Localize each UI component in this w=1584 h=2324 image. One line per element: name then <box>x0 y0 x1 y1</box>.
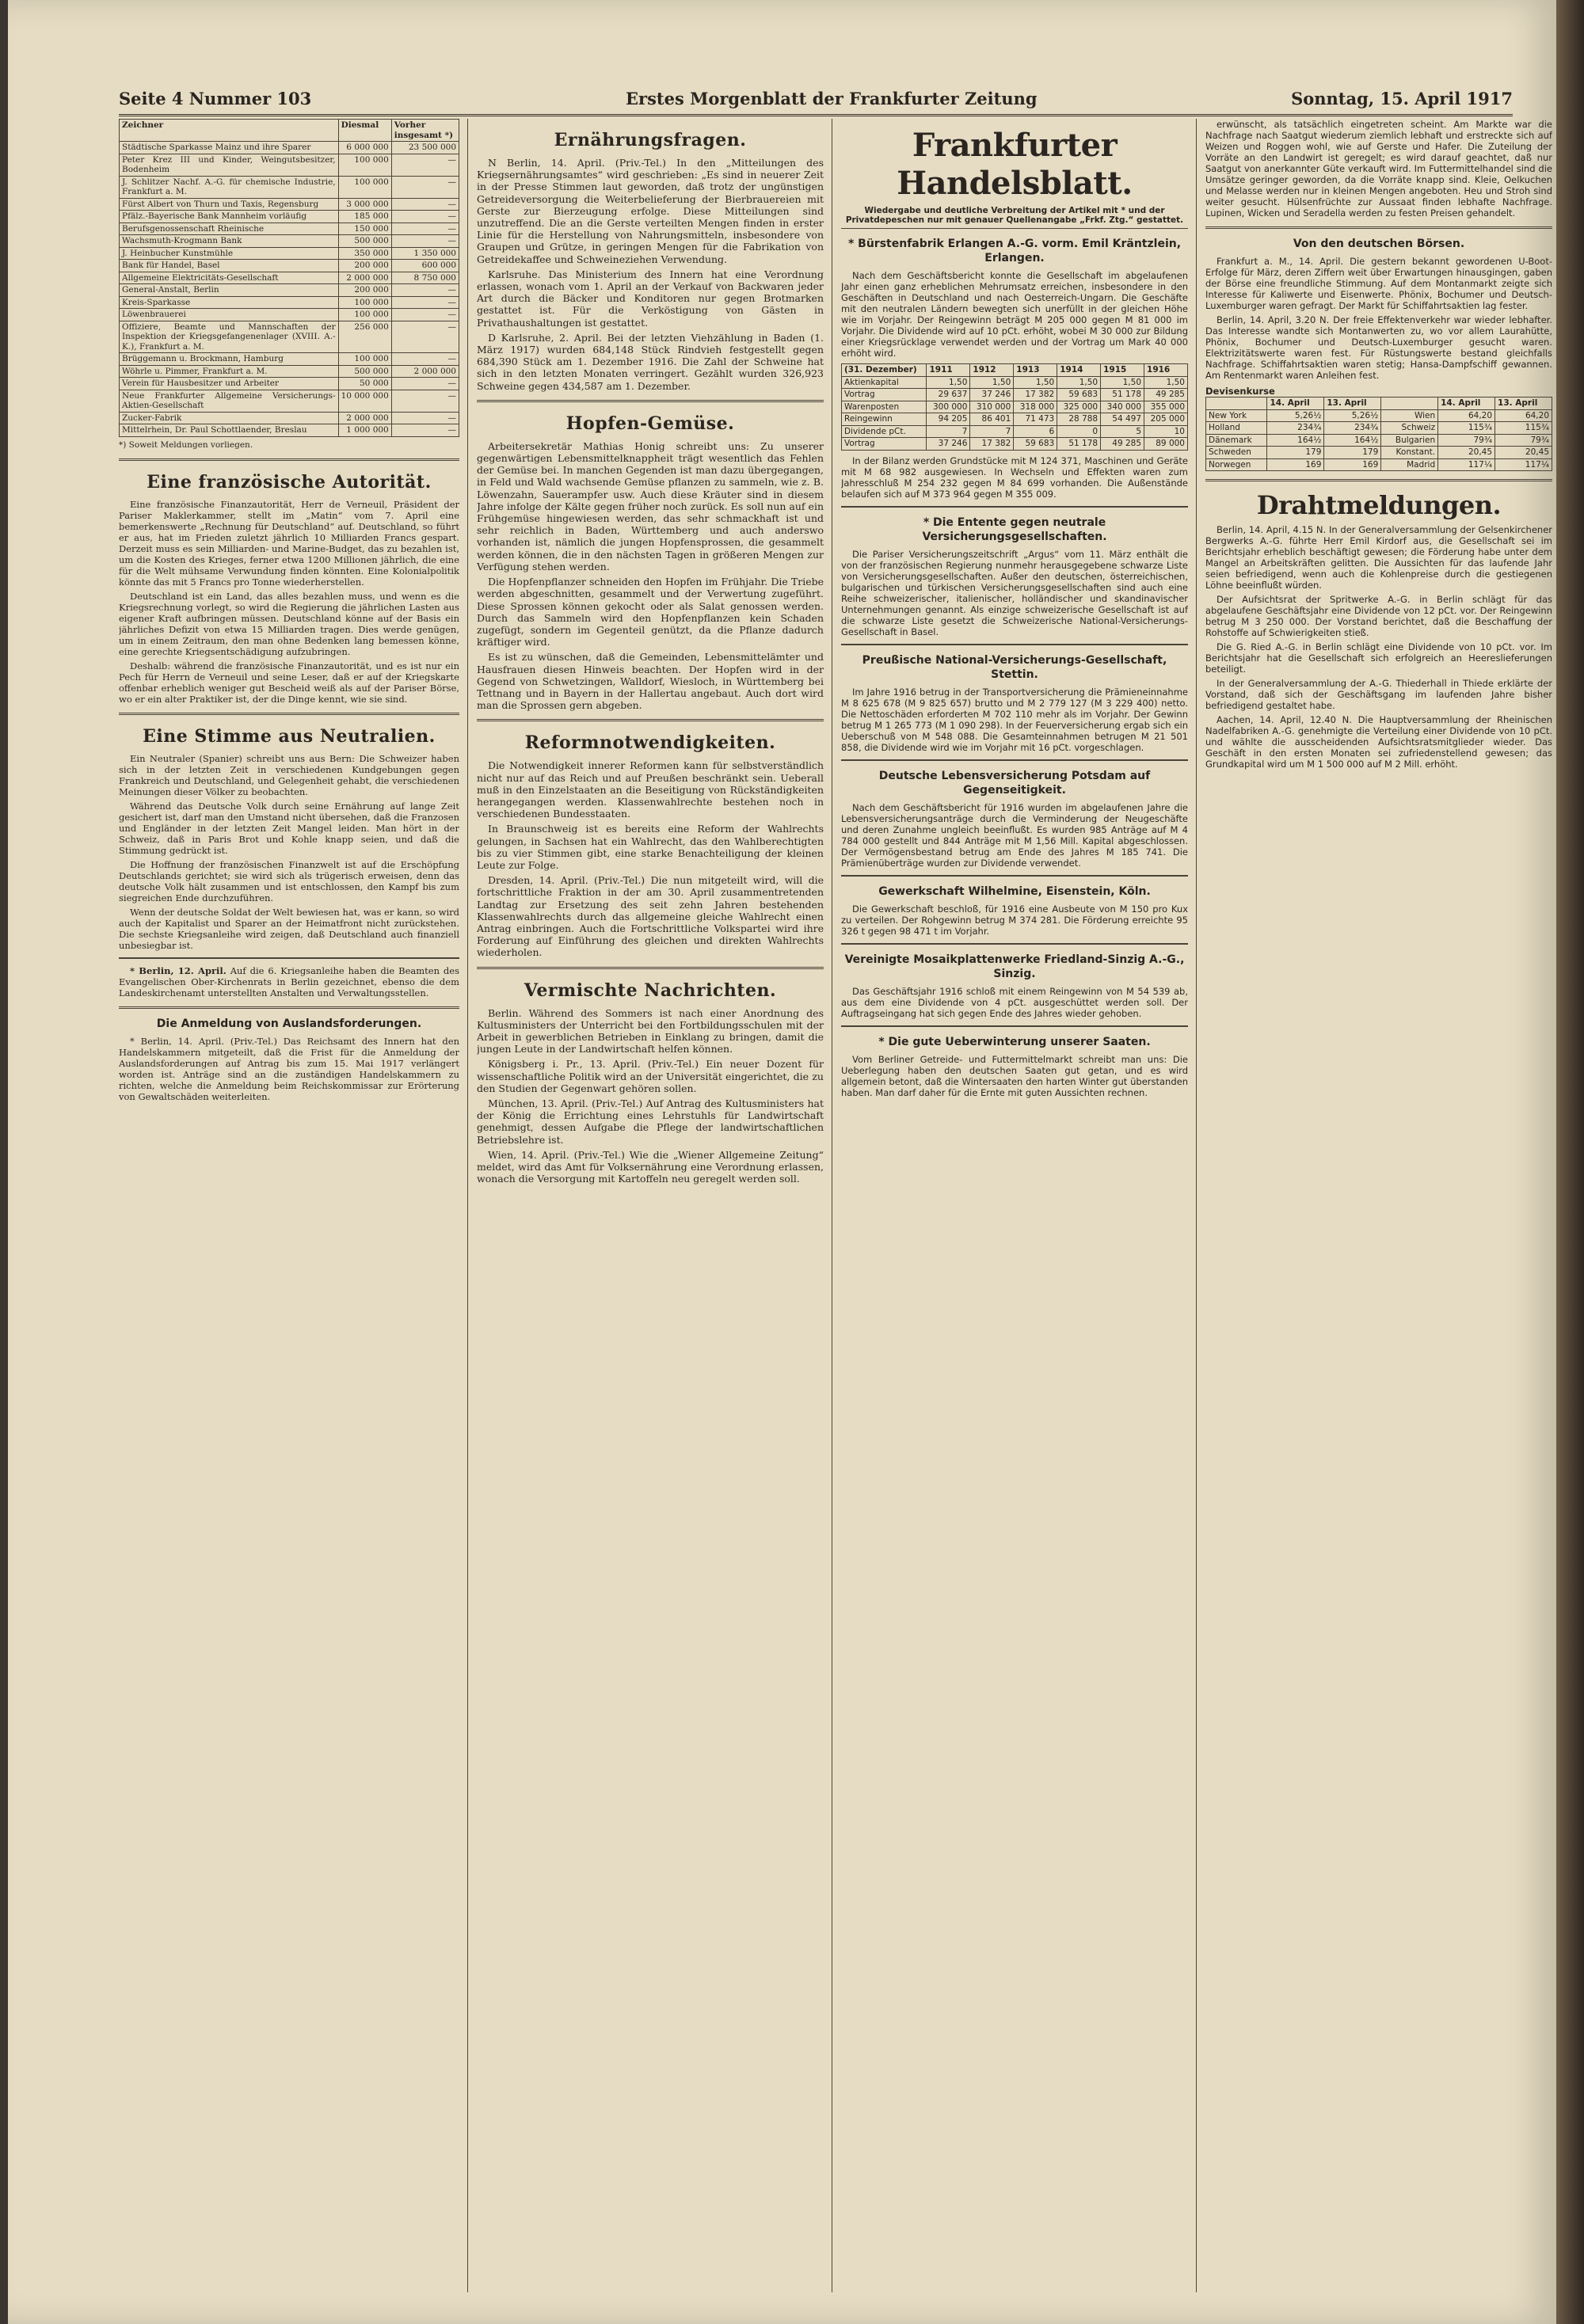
paragraph: Arbeitersekretär Mathias Honig schreibt uns: Zu unserer gegenwärtigen Lebensmittelknappheit trägt wesentlich das Fehlen der Gemüse bei. In manchen Gegenden ist man dazu übergegangen, in Feld und Wald wachsende Gemüse pflanzen zu sammeln, wie z. B. Löwenzahn, Sauerampfer usw. Auch diese Kräuter sind in diesem Jahre infolge der Kälte gegen früher noch zurück. Es soll nun auf ein Frühgemüse hingewiesen werden, das sehr schmackhaft ist und sehr reichlich in Baden, Württemberg und auch anderswo vorhanden ist, nämlich die jungen Hopfensprossen, die gesammelt werden können, die in den nächsten Tagen in größeren Mengen zur Verfügung stehen werden. <box>477 439 824 572</box>
balance-table <box>841 363 1188 451</box>
paragraph: In Braunschweig ist es bereits eine Reform der Wahlrechts gelungen, in Sachsen hat ein Wahlrecht, das den Wahlberechtigten bis zu vier Stimmen gibt, eine starke Benachteiligung der kleinen Leute zur Folge. <box>477 823 824 871</box>
table-cell: Wachsmuth-Krogmann Bank <box>120 235 339 248</box>
table-cell: — <box>391 309 459 321</box>
article-title: Ernährungsfragen. <box>554 130 747 150</box>
table-cell: 71 473 <box>1014 413 1057 426</box>
table-cell: 49 285 <box>1101 438 1144 451</box>
table-cell: 2 000 000 <box>338 272 391 284</box>
table-cell: 500 000 <box>338 365 391 378</box>
table-cell: Schweiz <box>1381 422 1438 435</box>
table-cell: Dividende pCt. <box>842 425 927 438</box>
table-row <box>120 247 459 260</box>
table-cell: Verein für Hausbesitzer und Arbeiter <box>120 378 339 390</box>
table-cell: 64,20 <box>1495 409 1552 422</box>
table-cell: 6 <box>1014 425 1057 438</box>
table-cell: Konstant. <box>1381 447 1438 459</box>
table-row <box>120 284 459 297</box>
table-cell: 86 401 <box>970 413 1014 426</box>
table-header: (31. Dezember) <box>842 364 927 377</box>
table-cell: J. Schlitzer Nachf. A.-G. für chemische Industrie, Frankfurt a. M. <box>120 176 339 198</box>
table-row <box>1206 458 1552 471</box>
paragraph: Deutschland ist ein Land, das alles bezahlen muss, und wenn es die Kriegsrechnung vorlegt, so wird die Regierung die jährlichen Lasten aus eigener Kraft aufbringen müssen. Deutschland könne auf der Basis ein jährliches Defizit von etwa 15 Milliarden tragen. Dies werde genügen, um in einem Zeitraum, den man ohne Bedenken lang bemessen könne, eine gerechte Kriegsentschädigung aufzubringen. <box>119 590 459 657</box>
table-row <box>120 176 459 198</box>
article-title: Von den deutschen Börsen. <box>1293 238 1465 250</box>
table-cell: Wien <box>1381 409 1438 422</box>
table-cell: 23 500 000 <box>391 142 459 154</box>
table-row <box>120 412 459 424</box>
table-cell: 3 000 000 <box>338 198 391 211</box>
table-header <box>1206 397 1267 410</box>
paragraph: Eine französische Finanzautorität, Herr de Verneuil, Präsident der Pariser Maklerkammer, stellt im „Matin“ vom 7. April eine bemerkenswerte „Rechnung für Deutschland“ auf. Deutschland, so führt er aus, hat im Frieden zuletzt jährlich 10 Milliarden Francs gespart. Derzeit muss es sein Milliarden- und Marine-Budget, das zu bezahlen ist, um die Kosten des Krieges, ferner etwa 1200 Millionen jährlich, die eine für die Welt mühsame Verwundung finden könnten. Eine Kolonialpolitik könnte das mit 5 Francs pro Tonne wiederherstellen. <box>119 498 459 588</box>
table-cell: 234¾ <box>1267 422 1324 435</box>
table-header: Zeichner <box>120 120 339 142</box>
table-cell: 350 000 <box>338 247 391 260</box>
table-note: *) Soweit Meldungen vorliegen. <box>119 439 253 450</box>
paragraph: Nach dem Geschäftsbericht für 1916 wurden im abgelaufenen Jahre die Lebensversicherungsanträge durch die Verminderung der Neugeschäfte und deren Zunahme ungleich beeinflußt. Es wurden 985 Anträge auf M 4 784 000 gestellt und 844 Anträge mit M 1,56 Mill. Kapital abgeschlossen. Der Vermögensbestand betrug am Ende des Jahres M 185 741. Die Prämienüberträge wurden zur Dividende verwendet. <box>841 801 1188 869</box>
table-cell: 59 683 <box>1057 389 1101 401</box>
paragraph: Wenn der deutsche Soldat der Welt bewiesen hat, was er kann, so wird auch der Kapitalist und Sparer an der Heimatfront nicht zurückstehen. Die sechste Kriegsanleihe wird zeigen, daß Deutschland auch finanziell unbesiegbar ist. <box>119 906 459 951</box>
table-cell: 164½ <box>1267 434 1324 447</box>
table-cell: Vortrag <box>842 389 927 401</box>
paragraph: Das Geschäftsjahr 1916 schloß mit einem Reingewinn von M 54 539 ab, aus dem eine Dividende von 4 pCt. ausgeschüttet werden soll. Der Auftragseingang hat sich gegen Ende des Jahres wieder gehoben. <box>841 985 1188 1019</box>
table-row <box>120 211 459 223</box>
paragraph: Vom Berliner Getreide- und Futtermittelmarkt schreibt man uns: Die Ueberlegung haben den deutschen Saaten gut getan, und es wird allgemein betont, daß die Wintersaaten den harten Winter gut überstanden haben. Man darf daher für die Ernte mit guten Aussichten rechnen. <box>841 1053 1188 1098</box>
article-title: Gewerkschaft Wilhelmine, Eisenstein, Köln. <box>878 884 1151 898</box>
paragraph: Die Notwendigkeit innerer Reformen kann für selbstverständlich nicht nur auf das Reich und auf Preußen beschränkt sein. Ueberall muß in den Einzelstaaten an die Beseitigung von Rückständigkeiten herangegangen werden. Klassenwahlrechte bestehen noch in verschiedenen Bundesstaaten. <box>477 759 824 820</box>
table-cell: 117¼ <box>1495 458 1552 471</box>
table-cell: 100 000 <box>338 309 391 321</box>
table-cell: Dänemark <box>1206 434 1267 447</box>
article-title: * Die gute Ueberwinterung unserer Saaten. <box>878 1035 1151 1048</box>
table-cell: Kreis-Sparkasse <box>120 296 339 309</box>
table-row <box>1206 434 1552 447</box>
table-cell: — <box>391 353 459 366</box>
table-cell: 1,50 <box>1101 376 1144 389</box>
table-header: 14. April <box>1438 397 1495 410</box>
table-cell: Mittelrhein, Dr. Paul Schottlaender, Breslau <box>120 424 339 437</box>
table-cell: — <box>391 296 459 309</box>
table-header: 1916 <box>1144 364 1188 377</box>
table-row <box>120 296 459 309</box>
table-cell: 1 000 000 <box>338 424 391 437</box>
paragraph: Ein Neutraler (Spanier) schreibt uns aus Bern: Die Schweizer haben sich in der letzten Zeit in verschiedenen Kundgebungen gegen Frankreich und Deutschland, und Gelegenheit gehabt, die verschiedenen Meinungen dieser Völker zu beobachten. <box>119 752 459 797</box>
column-1 <box>119 119 459 2308</box>
paragraph: Berlin, 14. April, 4.15 N. In der Generalversammlung der Gelsenkirchener Bergwerks A.-G. führte Herr Emil Kirdorf aus, die Gesellschaft sei im Berichtsjahr erheblich beschäftigt gewesen; die Förderung habe unter dem Mangel an Arbeitskräften gelitten. Die Aussichten für das laufende Jahr seien befriedigend, wenn auch die Kohlenpreise durch die gestiegenen Löhne beeinflußt würden. <box>1205 524 1552 591</box>
table-cell: 2 000 000 <box>391 365 459 378</box>
table-cell: 100 000 <box>338 176 391 198</box>
table-cell: 600 000 <box>391 260 459 272</box>
table-cell: 115¾ <box>1438 422 1495 435</box>
article-title: * Bürstenfabrik Erlangen A.-G. vorm. Emil Kräntzlein, Erlangen. <box>847 238 1182 264</box>
table-cell: Warenposten <box>842 401 927 413</box>
article-title: Die Anmeldung von Auslandsforderungen. <box>156 1017 422 1030</box>
paragraph: Karlsruhe. Das Ministerium des Innern hat eine Verordnung erlassen, wonach vom 1. April an der Verkauf von Backwaren jeder Art durch die Bäcker und Konditoren nur gegen Brotmarken gestattet ist. Für die Verköstigung von Gästen in Privathaushaltungen ist gestattet. <box>477 268 824 329</box>
table-header: 14. April <box>1267 397 1324 410</box>
table-cell: 169 <box>1324 458 1381 471</box>
table-cell: 310 000 <box>970 401 1014 413</box>
table-row <box>120 424 459 437</box>
paragraph: Die Hopfenpflanzer schneiden den Hopfen im Frühjahr. Die Triebe werden abgeschnitten, gesammelt und der Verwertung zugeführt. Diese Sprossen können gekocht oder als Salat genossen werden. Durch das Sammeln wird den Hopfenpflanzen kein Schaden zugefügt, sondern im Gegenteil genützt, da die Pflanze dadurch kräftiger wird. <box>477 576 824 649</box>
table-cell: — <box>391 424 459 437</box>
table-cell: Wöhrle u. Pimmer, Frankfurt a. M. <box>120 365 339 378</box>
paragraph: Die Gewerkschaft beschloß, für 1916 eine Ausbeute von M 150 pro Kux zu verteilen. Der Rohgewinn betrug M 374 281. Die Förderung erreichte 95 326 t gegen 98 471 t im Vorjahr. <box>841 903 1188 937</box>
table-header: 1914 <box>1057 364 1101 377</box>
table-cell: 300 000 <box>927 401 970 413</box>
paragraph: Königsberg i. Pr., 13. April. (Priv.-Tel.) Ein neuer Dozent für wissenschaftliche Politik wird an der Universität eingerichtet, die zu den Studien der Gegenwart gehören sollen. <box>477 1058 824 1094</box>
column-rule <box>467 119 468 2292</box>
table-cell: 164½ <box>1324 434 1381 447</box>
section-subtitle: Wiedergabe und deutliche Verbreitung der Artikel mit * und der Privatdepeschen nur mit genauer Quellenangabe „Frkf. Ztg.“ gestattet. <box>841 206 1188 229</box>
table-row <box>842 438 1188 451</box>
table-cell: 51 178 <box>1057 438 1101 451</box>
article-title: Eine Stimme aus Neutralien. <box>143 725 436 747</box>
table-row <box>120 235 459 248</box>
table-cell: 59 683 <box>1014 438 1057 451</box>
table-cell: 200 000 <box>338 260 391 272</box>
fx-table <box>1205 397 1552 471</box>
table-cell: 1 350 000 <box>391 247 459 260</box>
table-row <box>120 260 459 272</box>
table-cell: 0 <box>1057 425 1101 438</box>
table-row <box>120 321 459 353</box>
paper-title: Erstes Morgenblatt der Frankfurter Zeitung <box>626 89 1038 108</box>
paragraph: In der Bilanz werden Grundstücke mit M 124 371, Maschinen und Geräte mit M 68 982 ausgewiesen. In Wechseln und Effekten waren zum Jahresschluß M 254 232 gegen M 84 699 vorhanden. Die Außenstände belaufen sich auf M 373 964 gegen M 355 009. <box>841 455 1188 500</box>
table-cell: 8 750 000 <box>391 272 459 284</box>
paragraph: N Berlin, 14. April. (Priv.-Tel.) In den „Mitteilungen des Kriegsernährungsamtes“ wird geschrieben: „Es sind in neuerer Zeit in der Presse Stimmen laut geworden, daß trotz der ungünstigen Getreideversorgung die Weiterbelieferung der Bierbrauereien mit Gerste zur Bierzeugung erfolge. Diese Mitteilungen sind unzutreffend. Die an die Gerste verteilten Mengen finden in erster Linie für die Herstellung von Nahrungsmitteln, insbesondere von Graupen und Grütze, in geringen Mengen für die Fabrikation von Getreidekaffee und Schweineziehen Verwendung. <box>477 157 824 265</box>
table-cell: 256 000 <box>338 321 391 353</box>
paragraph: Deshalb: während die französische Finanzautorität, und es ist nur ein Pech für Herrn de Verneuil und seine Leser, daß er auf der Kriegskarte offenbar erheblich weniger gut Bescheid weiß als auf der Pariser Börse, wo er ein alter Praktiker ist, der die Dinge kennt, wie sie sind. <box>119 660 459 705</box>
table-cell: Offiziere, Beamte und Mannschaften der Inspektion der Kriegsgefangenenlager (XVIII. A.-K.), Frankfurt a. M. <box>120 321 339 353</box>
article-title: Vermischte Nachrichten. <box>524 979 777 1001</box>
table-cell: Neue Frankfurter Allgemeine Versicherungs-Aktien-Gesellschaft <box>120 390 339 412</box>
table-cell: 100 000 <box>338 353 391 366</box>
paragraph: Auf die 6. Kriegsanleihe haben die Beamten des Evangelischen Ober-Kirchenrats in Berlin gezeichnet, ebenso die dem Landeskirchenamt unterstellten Anstalten und Verwaltungsstellen. <box>119 964 459 998</box>
page-header <box>119 89 1513 116</box>
paragraph: Im Jahre 1916 betrug in der Transportversicherung die Prämieneinnahme M 8 625 678 (M 9 825 657) brutto und M 2 779 127 (M 3 229 400) netto. Die Nettoschäden erforderten M 702 110 mehr als im Vorjahr. Der Gewinn betrug M 1 265 773 (M 1 090 298). In der Feuerversicherung ergab sich ein Ueberschuß von M 548 088. Die Gesamteinnahmen betrugen M 21 501 858, die Dividende wird wie im Vorjahr mit 16 pCt. vorgeschlagen. <box>841 686 1188 753</box>
paragraph: Es ist zu wünschen, daß die Gemeinden, Lebensmittelämter und Hausfrauen diesen Hinweis beachten. Der Hopfen wird in der Gegend von Schwetzingen, Walldorf, Wiesloch, in Württemberg bei Tettnang und in Bayern in der Hallertau angebaut. Auch dort wird man die Sprossen gern abgeben. <box>477 651 824 712</box>
paragraph: erwünscht, als tatsächlich eingetreten scheint. Am Markte war die Nachfrage nach Saatgut wiederum ziemlich lebhaft und erstreckte sich auf Weizen und Roggen wohl, wie auf Gerste und Hafer. Die Zuteilung der Vorräte an den Landwirt ist geregelt; es wird darauf geachtet, daß nur Saatgut von anerkannter Güte verkauft wird. Im Futtermittelhandel sind die Umsätze geringer geworden, da die Vorräte knapp sind. Kleie, Oelkuchen und Melasse werden nur in kleinen Mengen angeboten. Heu und Stroh sind weiter gesucht. Hülsenfrüchte zur Aussaat finden lebhafte Nachfrage. Lupinen, Wicken und Seradella werden zu festen Preisen gehandelt. <box>1205 119 1552 219</box>
table-cell: 100 000 <box>338 296 391 309</box>
paragraph: In der Generalversammlung der A.-G. Thiederhall in Thiede erklärte der Vorstand, daß sich der Geschäftsgang im laufenden Jahre bisher befriedigend gestaltet habe. <box>1205 678 1552 711</box>
table-cell: 117¼ <box>1438 458 1495 471</box>
table-cell: 150 000 <box>338 223 391 235</box>
article-title: * Die Entente gegen neutrale Versicherungsgesellschaften. <box>922 515 1107 543</box>
table-cell: Berufsgenossenschaft Rheinische <box>120 223 339 235</box>
table-cell: 29 637 <box>927 389 970 401</box>
table-cell: Brüggemann u. Brockmann, Hamburg <box>120 353 339 366</box>
table-row <box>120 154 459 176</box>
table-cell: — <box>391 176 459 198</box>
table-cell: 51 178 <box>1101 389 1144 401</box>
paragraph: Die Pariser Versicherungszeitschrift „Argus“ vom 11. März enthält die von der französischen Regierung nunmehr herausgegebene schwarze Liste von Versicherungsgesellschaften. Außer den deutschen, österreichischen, bulgarischen und türkischen Versicherungsgesellschaften sind auch eine Reihe schweizerischer, italienischer, holländischer und skandinavischer Unternehmungen genannt. Als einzige schweizerische Gesellschaft ist auf die schwarze Liste gesetzt die Schweizerische National-Versicherungs-Gesellschaft in Basel. <box>841 548 1188 637</box>
table-cell: 1,50 <box>927 376 970 389</box>
table-cell: Bulgarien <box>1381 434 1438 447</box>
table-row <box>842 425 1188 438</box>
table-cell: 50 000 <box>338 378 391 390</box>
table-cell: 5,26½ <box>1324 409 1381 422</box>
paragraph: Berlin, 14. April, 3.20 N. Der freie Effektenverkehr war wieder lebhafter. Das Interesse wandte sich Montanwerten zu, wo vor allem Laurahütte, Phönix, Bochumer und Deutsch-Luxemburger gesucht waren. Elektrizitätswerte waren fest. Für Rüstungswerte bestand gleichfalls Nachfrage. Schiffahrtsaktien waren stetig; Hansa-Dampfschiff gewannen. Am Rentenmarkt waren Anleihen fest. <box>1205 314 1552 381</box>
table-row <box>120 390 459 412</box>
paragraph: D Karlsruhe, 2. April. Bei der letzten Viehzählung in Baden (1. März 1917) wurden 684,148 Stück Rindvieh festgestellt gegen 684,390 Stück am 1. Dezember 1916. Die Zahl der Schweine hat sich in den letzten Monaten verringert. Gezählt wurden 326,923 Schweine gegen 434,587 am 1. Dezember. <box>477 331 824 392</box>
table-row <box>120 272 459 284</box>
table-cell: 115¾ <box>1495 422 1552 435</box>
table-header: 1912 <box>970 364 1014 377</box>
table-cell: Bank für Handel, Basel <box>120 260 339 272</box>
subscription-table <box>119 119 459 437</box>
issue-date: Sonntag, 15. April 1917 <box>1291 89 1513 108</box>
paragraph: Wien, 14. April. (Priv.-Tel.) Wie die „Wiener Allgemeine Zeitung“ meldet, wird das Amt für Volksernährung eine Verordnung erlassen, wonach die Versorgung mit Kartoffeln neu geregelt werden soll. <box>477 1148 824 1185</box>
table-row <box>1206 409 1552 422</box>
table-cell: 89 000 <box>1144 438 1188 451</box>
table-cell: 179 <box>1267 447 1324 459</box>
article-title: Preußische National-Versicherungs-Gesellschaft, Stettin. <box>862 653 1167 681</box>
table-cell: Vortrag <box>842 438 927 451</box>
table-header: 13. April <box>1324 397 1381 410</box>
table-cell: — <box>391 390 459 412</box>
table-cell: 6 000 000 <box>338 142 391 154</box>
table-cell: 49 285 <box>1144 389 1188 401</box>
article-title: Vereinigte Mosaikplattenwerke Friedland-Sinzig A.-G., Sinzig. <box>844 953 1185 980</box>
table-row <box>842 389 1188 401</box>
table-cell: 54 497 <box>1101 413 1144 426</box>
table-cell: 17 382 <box>970 438 1014 451</box>
table-header: Diesmal <box>338 120 391 142</box>
article-title: Deutsche Lebensversicherung Potsdam auf Gegenseitigkeit. <box>878 769 1151 797</box>
table-cell: 318 000 <box>1014 401 1057 413</box>
table-cell: — <box>391 284 459 297</box>
paragraph: Dresden, 14. April. (Priv.-Tel.) Die nun mitgeteilt wird, will die fortschrittliche Fraktion in der am 30. April zusammentretenden Landtag zur Ersetzung des seit zehn Jahren bestehenden Klassenwahlrechts durch das allgemeine gleiche Wahlrecht einen Antrag einbringen. Auch die Fortschrittliche Volkspartei wird ihre Forderung auf Einführung des gleichen und direkten Wahlrechts wiederholen. <box>477 874 824 959</box>
table-cell: — <box>391 154 459 176</box>
article-title: Eine französische Autorität. <box>147 471 432 493</box>
table-row <box>1206 422 1552 435</box>
table-cell: — <box>391 223 459 235</box>
table-row <box>842 413 1188 426</box>
newspaper-page <box>8 0 1560 2324</box>
table-header <box>1381 397 1438 410</box>
table-row <box>120 223 459 235</box>
table-cell: — <box>391 211 459 223</box>
table-row <box>842 401 1188 413</box>
table-cell: 37 246 <box>970 389 1014 401</box>
table-cell: 234¾ <box>1324 422 1381 435</box>
table-cell: 2 000 000 <box>338 412 391 424</box>
section-title: Frankfurter Handelsblatt. <box>897 127 1133 202</box>
section-title: Drahtmeldungen. <box>1256 490 1502 520</box>
column-4 <box>1205 119 1552 2308</box>
table-cell: 37 246 <box>927 438 970 451</box>
table-cell: — <box>391 198 459 211</box>
column-2 <box>477 119 824 2308</box>
table-cell: 100 000 <box>338 154 391 176</box>
table-cell: — <box>391 412 459 424</box>
table-cell: Fürst Albert von Thurn und Taxis, Regensburg <box>120 198 339 211</box>
fx-title: Devisenkurse <box>1205 386 1275 397</box>
table-cell: Löwenbrauerei <box>120 309 339 321</box>
table-cell: 5,26½ <box>1267 409 1324 422</box>
table-row <box>120 198 459 211</box>
table-cell: 17 382 <box>1014 389 1057 401</box>
table-cell: Pfälz.-Bayerische Bank Mannheim vorläufig <box>120 211 339 223</box>
table-cell: General-Anstalt, Berlin <box>120 284 339 297</box>
table-cell: J. Heinbucher Kunstmühle <box>120 247 339 260</box>
table-cell: — <box>391 321 459 353</box>
table-cell: 205 000 <box>1144 413 1188 426</box>
book-spine <box>1556 0 1584 2324</box>
table-cell: 5 <box>1101 425 1144 438</box>
table-cell: 79¾ <box>1495 434 1552 447</box>
table-cell: Aktienkapital <box>842 376 927 389</box>
table-cell: 1,50 <box>1014 376 1057 389</box>
table-cell: 79¾ <box>1438 434 1495 447</box>
table-cell: New York <box>1206 409 1267 422</box>
page-number: Seite 4 Nummer 103 <box>119 89 312 108</box>
table-cell: 7 <box>927 425 970 438</box>
table-cell: 169 <box>1267 458 1324 471</box>
paragraph: * Berlin, 14. April. (Priv.-Tel.) Das Reichsamt des Innern hat den Handelskammern mitgeteilt, daß die Frist für die Anmeldung der Auslandsforderungen auf Antrag bis zum 15. Mai 1917 verlängert worden ist. Anträge sind an die zuständigen Handelskammern zu richten, welche die Anmeldung beim Reichskommissar zur Erörterung von Gewaltschäden weiterleiten. <box>119 1035 459 1102</box>
table-cell: Holland <box>1206 422 1267 435</box>
table-cell: 185 000 <box>338 211 391 223</box>
table-cell: Städtische Sparkasse Mainz und ihre Sparer <box>120 142 339 154</box>
table-cell: 94 205 <box>927 413 970 426</box>
table-cell: 1,50 <box>970 376 1014 389</box>
paragraph: Nach dem Geschäftsbericht konnte die Gesellschaft im abgelaufenen Jahr einen ganz erheblichen Mehrumsatz erreichen, insbesondere in den Geschäften in Deutschland und nach Oesterreich-Ungarn. Die Geschäfte mit den neutralen Ländern bewegten sich unerfüllt in der gleichen Höhe wie im Vorjahr. Der Reingewinn beträgt M 205 000 gegen M 81 000 im Vorjahr. Die Dividende wird auf 10 pCt. erhöht, wobei M 30 000 zur Bildung einer Kriegsrücklage verwendet werden und der Vortrag um Mark 40 000 erhöht wird. <box>841 270 1188 359</box>
table-cell: Norwegen <box>1206 458 1267 471</box>
column-3 <box>841 119 1188 2308</box>
table-cell: Schweden <box>1206 447 1267 459</box>
table-header: Vorher insgesamt *) <box>391 120 459 142</box>
table-cell: 20,45 <box>1495 447 1552 459</box>
table-row <box>842 376 1188 389</box>
paragraph: Berlin. Während des Sommers ist nach einer Anordnung des Kultusministers der Unterricht bei den Fortbildungsschulen mit der Arbeit in gewerblichen Betrieben in Einklang zu bringen, damit die jungen Leute in der Landwirtschaft helfen können. <box>477 1006 824 1055</box>
table-cell: Zucker-Fabrik <box>120 412 339 424</box>
table-cell: 28 788 <box>1057 413 1101 426</box>
paragraph: Aachen, 14. April, 12.40 N. Die Hauptversammlung der Rheinischen Nadelfabriken A.-G. genehmigte die Verteilung einer Dividende von 10 pCt. und wählte die ausscheidenden Aufsichtsratsmitglieder wieder. Das Geschäft in den ersten Monaten sei zufriedenstellend gewesen; das Grundkapital wird um M 1 500 000 auf M 2 Mill. erhöht. <box>1205 714 1552 770</box>
table-cell: 64,20 <box>1438 409 1495 422</box>
table-cell: Reingewinn <box>842 413 927 426</box>
table-cell: — <box>391 378 459 390</box>
article-title: Reformnotwendigkeiten. <box>524 732 776 754</box>
table-cell: 200 000 <box>338 284 391 297</box>
table-cell: 340 000 <box>1101 401 1144 413</box>
article-title: Hopfen-Gemüse. <box>565 413 735 434</box>
paragraph: Die G. Ried A.-G. in Berlin schlägt eine Dividende von 10 pCt. vor. Im Berichtsjahr hat die Gesellschaft sich erfolgreich an Heereslieferungen beteiligt. <box>1205 641 1552 675</box>
table-cell: 10 <box>1144 425 1188 438</box>
table-header: 1911 <box>927 364 970 377</box>
table-cell: 500 000 <box>338 235 391 248</box>
table-row <box>120 353 459 366</box>
table-cell: 325 000 <box>1057 401 1101 413</box>
table-header: 1915 <box>1101 364 1144 377</box>
paragraph: Frankfurt a. M., 14. April. Die gestern bekannt gewordenen U-Boot-Erfolge für März, deren Ziffern weit über Erwartungen hinausgingen, gaben der Börse eine freundliche Stimmung. Auf dem Montanmarkt zeigte sich Interesse für Kaliwerte und Eisenwerte. Phönix, Bochumer und Deutsch-Luxemburger waren gefragt. Der Markt für Schiffahrtsaktien lag fester. <box>1205 256 1552 311</box>
table-cell: Madrid <box>1381 458 1438 471</box>
paragraph: Die Hoffnung der französischen Finanzwelt ist auf die Erschöpfung Deutschlands gerichtet; sie wird sich als trügerisch erweisen, denn das deutsche Volk hält zusammen und ist entschlossen, den Kampf bis zum siegreichen Ende durchzuführen. <box>119 858 459 903</box>
table-cell: 7 <box>970 425 1014 438</box>
table-cell: Allgemeine Elektricitäts-Gesellschaft <box>120 272 339 284</box>
table-cell: 1,50 <box>1057 376 1101 389</box>
paragraph: München, 13. April. (Priv.-Tel.) Auf Antrag des Kultusministers hat der König die Errichtung eines Lehrstuhls für Landwirtschaft genehmigt, dessen Aufgabe die Pflege der landwirtschaftlichen Betriebslehre ist. <box>477 1097 824 1146</box>
table-row <box>1206 447 1552 459</box>
table-cell: 355 000 <box>1144 401 1188 413</box>
table-row <box>120 365 459 378</box>
paragraph: Der Aufsichtsrat der Spritwerke A.-G. in Berlin schlägt für das abgelaufene Geschäftsjahr eine Dividende von 12 pCt. vor. Der Reingewinn betrug M 3 250 000. Der Vorstand berichtet, daß die Beschaffung der Rohstoffe auf Schwierigkeiten stieß. <box>1205 594 1552 638</box>
table-cell: 10 000 000 <box>338 390 391 412</box>
dateline: * Berlin, 12. April. <box>130 964 227 976</box>
table-cell: Peter Krez III und Kinder, Weingutsbesitzer, Bodenheim <box>120 154 339 176</box>
table-row <box>120 309 459 321</box>
table-cell: 1,50 <box>1144 376 1188 389</box>
table-row <box>120 142 459 154</box>
column-rule <box>1196 119 1197 2292</box>
table-cell: 179 <box>1324 447 1381 459</box>
table-header: 1913 <box>1014 364 1057 377</box>
table-row <box>120 378 459 390</box>
paragraph: Während das Deutsche Volk durch seine Ernährung auf lange Zeit gesichert ist, darf man den Umstand nicht übersehen, daß die Franzosen und Engländer in der letzten Zeit Mangel leiden. Man hört in der Schweiz, daß in Paris Brot und Kohle knapp seien, und daß die Stimmung gedrückt ist. <box>119 800 459 856</box>
table-cell: — <box>391 235 459 248</box>
table-header: 13. April <box>1495 397 1552 410</box>
table-cell: 20,45 <box>1438 447 1495 459</box>
